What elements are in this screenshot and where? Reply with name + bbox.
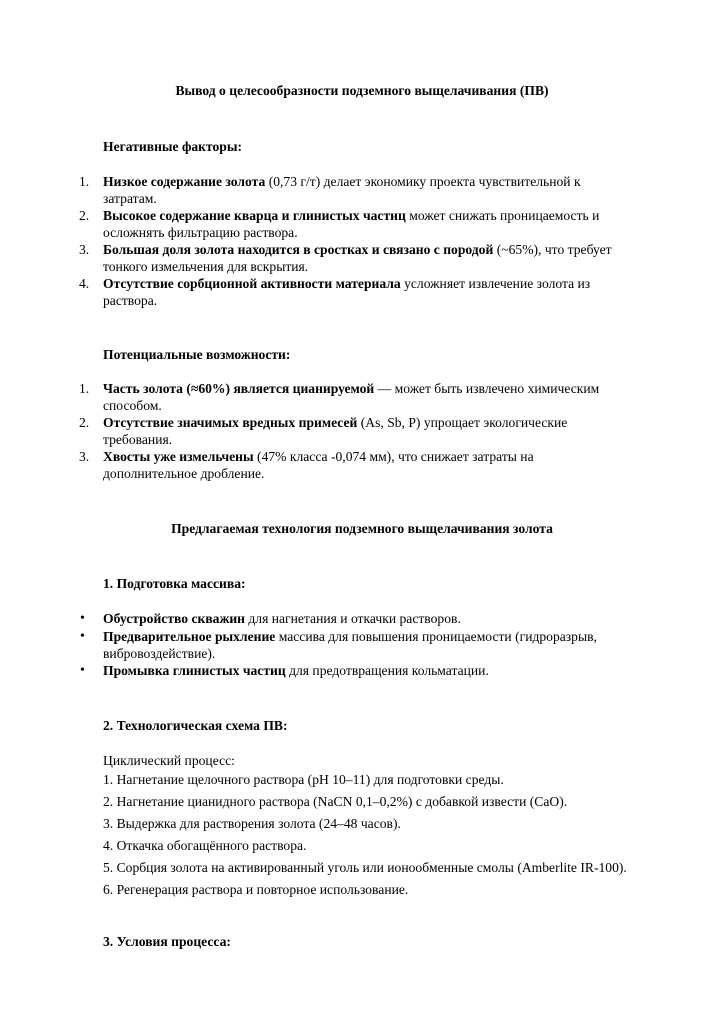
item-text: [103, 610, 461, 627]
item-continuation: затратам.: [103, 191, 157, 206]
item-number: 2.: [79, 208, 90, 223]
item-rest: (47% класса -0,074 мм), что снижает затраты на: [253, 449, 534, 464]
item-rest: (~65%), что требует: [493, 242, 612, 257]
item-continuation: осложнять фильтрацию раствора.: [103, 225, 298, 240]
item-text: [103, 275, 590, 292]
section1-heading: 1. Подготовка массива:: [103, 576, 246, 591]
item-rest: может снижать проницаемость и: [405, 208, 600, 223]
item-number: 2.: [79, 415, 90, 430]
item-bold: Промывка глинистых частиц: [103, 663, 286, 678]
section2-heading: 2. Технологическая схема ПВ:: [103, 718, 288, 733]
item-text: [103, 414, 567, 431]
page-title: Вывод о целесообразности подземного выщелачивания (ПВ): [175, 83, 549, 98]
item-bold: Высокое содержание кварца и глинистых частиц: [103, 208, 406, 223]
item-bold: Часть золота (≈60%) является цианируемой: [103, 381, 375, 396]
item-continuation: дополнительное дробление.: [103, 466, 265, 481]
item-continuation: требования.: [103, 432, 173, 447]
item-number: 4.: [79, 276, 90, 291]
item-continuation: раствора.: [103, 293, 158, 308]
item-bold: Отсутствие сорбционной активности материала: [103, 276, 401, 291]
item-rest: (0,73 г/т) делает экономику проекта чувствительной к: [265, 174, 581, 189]
item-rest: для нагнетания и откачки растворов.: [244, 611, 461, 626]
step-item: 1. Нагнетание щелочного раствора (pH 10–11) для подготовки среды.: [103, 772, 504, 787]
item-rest: (As, Sb, P) упрощает экологические: [357, 415, 568, 430]
bullet-icon: •: [80, 611, 85, 626]
item-bold: Низкое содержание золота: [103, 174, 266, 189]
step-item: 3. Выдержка для растворения золота (24–48 часов).: [103, 816, 401, 831]
item-continuation: тонкого измельчения для вскрытия.: [103, 259, 309, 274]
item-number: 3.: [79, 242, 90, 257]
item-text: [103, 380, 599, 397]
item-bold: Хвосты уже измельчены: [103, 449, 254, 464]
bullet-icon: •: [80, 629, 85, 644]
item-rest: массива для повышения проницаемости (гидроразрыв,: [275, 629, 597, 644]
item-rest: усложняет извлечение золота из: [400, 276, 591, 291]
item-text: [103, 628, 597, 645]
item-text: [103, 662, 489, 679]
negative-heading: Негативные факторы:: [103, 139, 242, 154]
step-item: 4. Откачка обогащённого раствора.: [103, 838, 307, 853]
item-number: 1.: [79, 174, 90, 189]
section3-heading: 3. Условия процесса:: [103, 934, 231, 949]
item-number: 3.: [79, 449, 90, 464]
item-continuation: способом.: [103, 398, 162, 413]
section2-intro: Циклический процесс:: [103, 753, 235, 768]
step-item: 2. Нагнетание цианидного раствора (NaCN 0,1–0,2%) с добавкой извести (CaO).: [103, 794, 568, 809]
item-text: [103, 173, 581, 190]
item-text: [103, 207, 599, 224]
item-bold: Обустройство скважин: [103, 611, 245, 626]
item-rest: для предотвращения кольматации.: [285, 663, 489, 678]
bullet-icon: •: [80, 663, 85, 678]
item-text: [103, 448, 534, 465]
potential-heading: Потенциальные возможности:: [103, 347, 291, 362]
item-bold: Большая доля золота находится в сростках и связано с породой: [103, 242, 494, 257]
item-text: [103, 241, 612, 258]
technology-title: Предлагаемая технология подземного выщелачивания золота: [171, 521, 553, 536]
item-bold: Предварительное рыхление: [103, 629, 276, 644]
item-number: 1.: [79, 381, 90, 396]
step-item: 6. Регенерация раствора и повторное использование.: [103, 882, 409, 897]
item-rest: — может быть извлечено химическим: [374, 381, 600, 396]
step-item: 5. Сорбция золота на активированный уголь или ионообменные смолы (Amberlite IR-100).: [103, 860, 627, 875]
item-continuation: вибровоздействие).: [103, 646, 216, 661]
item-bold: Отсутствие значимых вредных примесей: [103, 415, 358, 430]
